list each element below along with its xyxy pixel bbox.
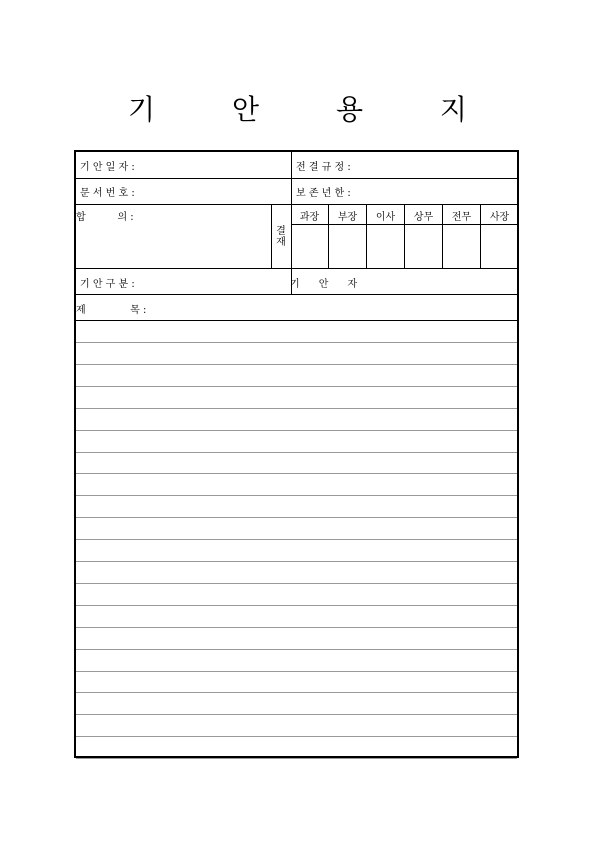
ruled-line — [76, 649, 517, 650]
row-divider — [76, 268, 517, 269]
ruled-line — [76, 692, 517, 693]
approval-col-2: 부장 — [337, 212, 358, 223]
ruled-line — [76, 452, 517, 453]
row-divider — [76, 320, 517, 321]
ruled-line — [76, 495, 517, 496]
ruled-line — [76, 408, 517, 409]
agreement-label: 합 의 : — [76, 212, 134, 223]
approval-label: 결재 — [276, 226, 286, 248]
ruled-line — [76, 386, 517, 387]
row-divider — [76, 178, 517, 179]
draft-date-label: 기 안 일 자 : — [80, 162, 135, 173]
approval-col-6: 사장 — [489, 212, 510, 223]
row-divider — [76, 294, 517, 295]
ruled-line — [76, 473, 517, 474]
approval-col-4: 상무 — [413, 212, 434, 223]
approval-col-1: 과장 — [299, 212, 320, 223]
page-title: 기 안 용 지 — [128, 93, 501, 126]
category-label: 기 안 구 분 : — [80, 279, 135, 290]
final-rule-label: 전 결 규 정 : — [296, 162, 351, 173]
approval-col-5: 전무 — [451, 212, 472, 223]
draft-form — [74, 150, 519, 758]
ruled-line — [76, 671, 517, 672]
retention-label: 보 존 년 한 : — [296, 188, 351, 199]
ruled-line — [76, 342, 517, 343]
approval-grid — [291, 204, 517, 268]
ruled-line — [76, 758, 517, 759]
ruled-line — [76, 430, 517, 431]
doc-number-label: 문 서 번 호 : — [80, 188, 135, 199]
ruled-line — [76, 561, 517, 562]
ruled-line — [76, 736, 517, 737]
ruled-line — [76, 583, 517, 584]
ruled-line — [76, 364, 517, 365]
ruled-line — [76, 517, 517, 518]
drafter-label: 기 안 자 — [290, 279, 358, 290]
subject-label: 제 목 : — [76, 305, 147, 316]
ruled-line — [76, 627, 517, 628]
ruled-line — [76, 605, 517, 606]
approval-col-3: 이사 — [375, 212, 396, 223]
ruled-line — [76, 714, 517, 715]
approval-divider — [271, 204, 272, 268]
ruled-line — [76, 539, 517, 540]
